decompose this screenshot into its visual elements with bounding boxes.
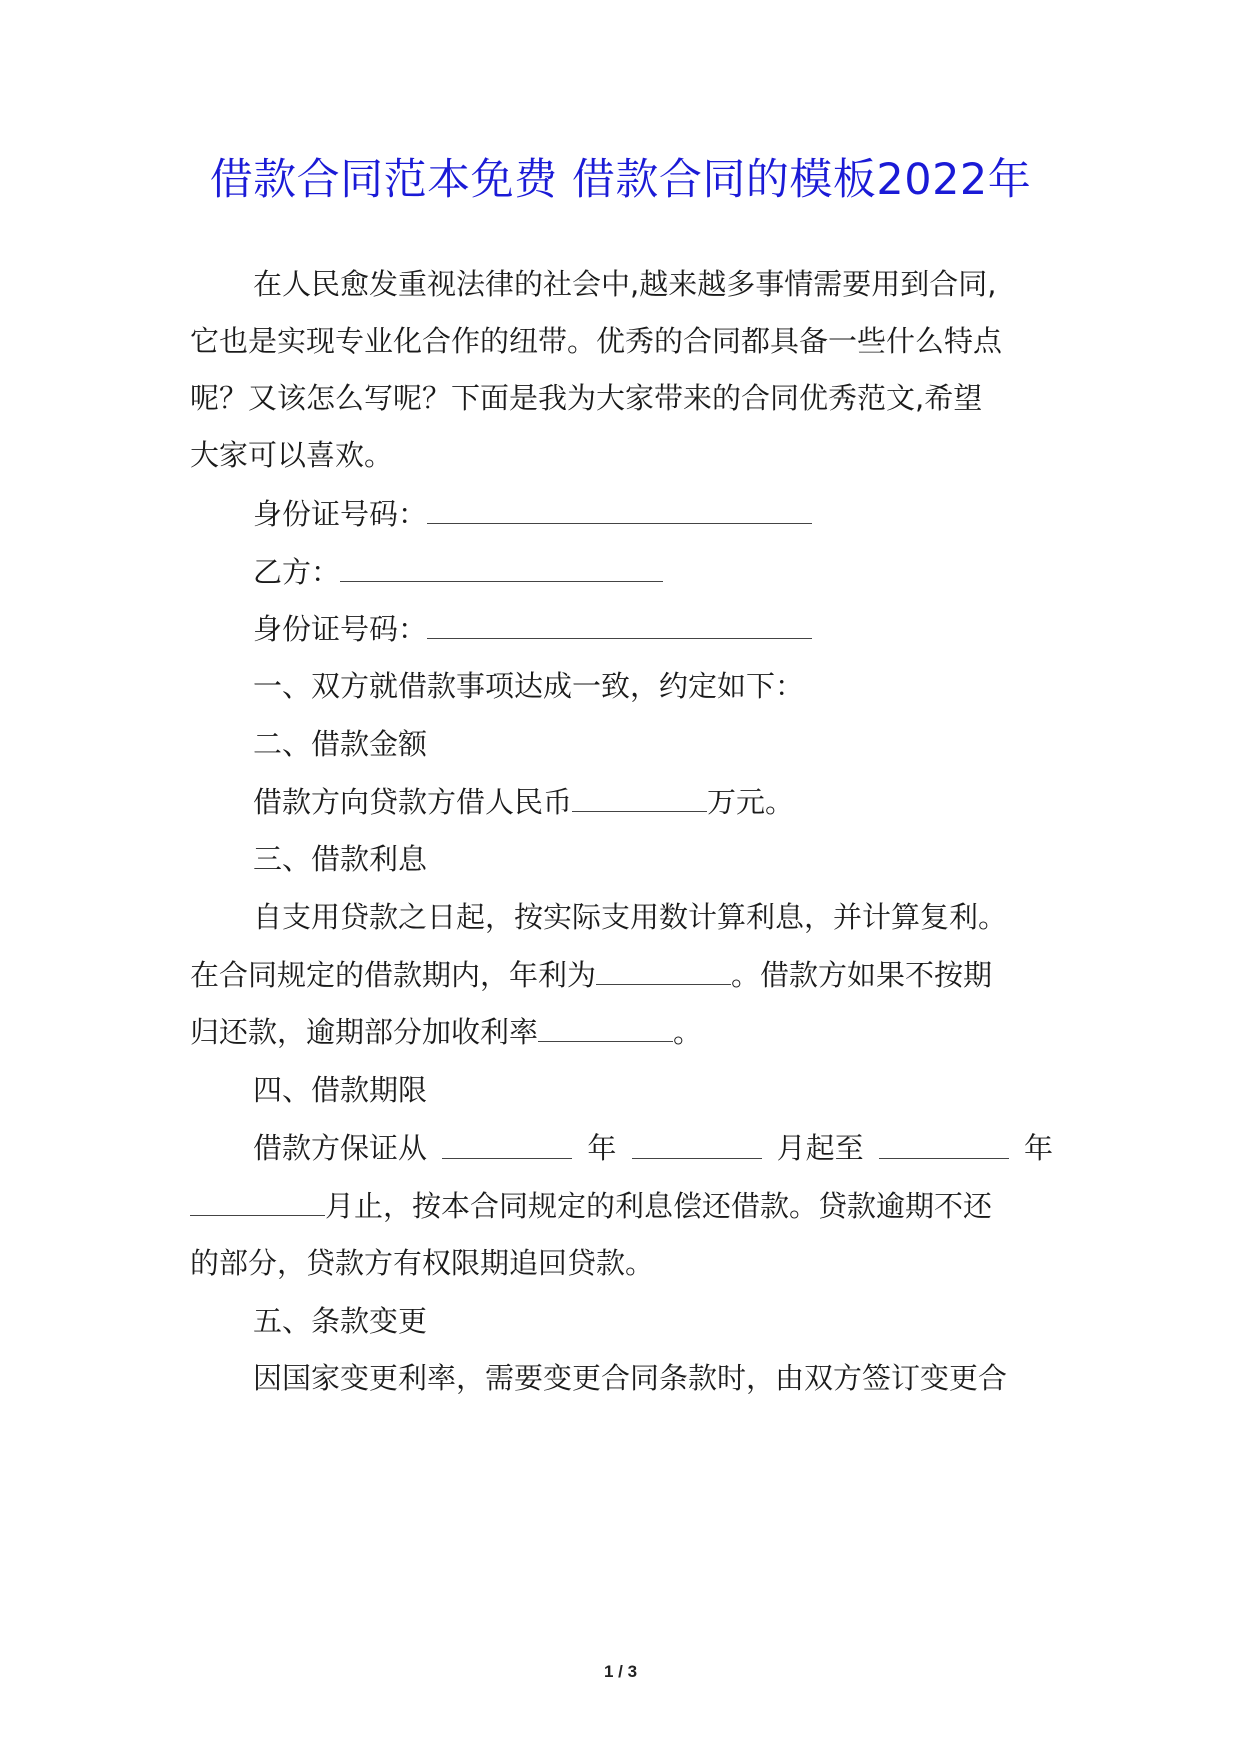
clause-5-heading: 五、条款变更 — [253, 1304, 428, 1338]
overdue-rate-blank — [538, 1011, 673, 1042]
id-number-label-2: 身份证号码： — [253, 612, 428, 646]
page-number: 1 / 3 — [603, 1662, 638, 1681]
clause-4-year-text-1: 年 — [587, 1131, 617, 1165]
clause-2-text-prefix: 借款方向贷款方借人民币 — [253, 785, 573, 819]
id-number-row-2 — [253, 608, 812, 649]
clause-3-line-3-prefix: 归还款，逾期部分加收利率 — [190, 1015, 539, 1049]
clause-1: 一、双方就借款事项达成一致，约定如下： — [253, 669, 805, 703]
id-number-row-1 — [253, 493, 812, 534]
clause-4-until-text: 月起至 — [776, 1131, 864, 1165]
loan-amount-blank — [572, 781, 707, 812]
end-month-blank — [190, 1185, 325, 1216]
id-number-blank-1 — [427, 493, 812, 524]
clause-4-line-2 — [190, 1185, 992, 1226]
clause-2-text-suffix: 万元。 — [707, 785, 795, 819]
clause-3-line-2 — [190, 954, 992, 995]
start-year-blank — [442, 1128, 572, 1159]
id-number-blank-2 — [427, 608, 812, 639]
clause-4-heading: 四、借款期限 — [253, 1073, 428, 1107]
clause-4-year-text-2: 年 — [1023, 1131, 1053, 1165]
party-b-row — [253, 551, 663, 592]
clause-3-line-2-suffix: 。借款方如果不按期 — [731, 958, 993, 992]
clause-3-line-3-suffix: 。 — [673, 1015, 703, 1049]
id-number-label-1: 身份证号码： — [253, 497, 428, 531]
clause-4-line-2-text: 月止，按本合同规定的利息偿还借款。贷款逾期不还 — [325, 1189, 993, 1223]
clause-3-line-3 — [190, 1011, 702, 1052]
intro-line-3: 呢？又该怎么写呢？下面是我为大家带来的合同优秀范文,希望 — [190, 381, 983, 415]
clause-4-line-3: 的部分，贷款方有权限期追回贷款。 — [190, 1246, 655, 1280]
document-title: 借款合同范本免费 借款合同的模板2022年 — [209, 155, 1032, 205]
annual-rate-blank — [596, 954, 731, 985]
clause-3-heading: 三、借款利息 — [253, 842, 428, 876]
clause-5-line-1: 因国家变更利率，需要变更合同条款时，由双方签订变更合 — [253, 1361, 1008, 1395]
party-b-label: 乙方： — [253, 555, 341, 589]
start-month-blank — [632, 1128, 762, 1159]
clause-4-line-1 — [253, 1128, 1053, 1168]
clause-3-line-2-prefix: 在合同规定的借款期内，年利为 — [190, 958, 597, 992]
party-b-blank — [340, 551, 663, 582]
clause-3-line-1: 自支用贷款之日起，按实际支用数计算利息，并计算复利。 — [253, 900, 1008, 934]
clause-4-from-text: 借款方保证从 — [253, 1131, 428, 1165]
clause-2-heading: 二、借款金额 — [253, 727, 428, 761]
intro-line-2: 它也是实现专业化合作的纽带。优秀的合同都具备一些什么特点 — [190, 324, 1003, 358]
intro-line-4: 大家可以喜欢。 — [190, 438, 394, 472]
clause-2-body — [253, 781, 794, 822]
end-year-blank — [879, 1128, 1009, 1159]
intro-line-1: 在人民愈发重视法律的社会中,越来越多事情需要用到合同, — [253, 267, 997, 301]
